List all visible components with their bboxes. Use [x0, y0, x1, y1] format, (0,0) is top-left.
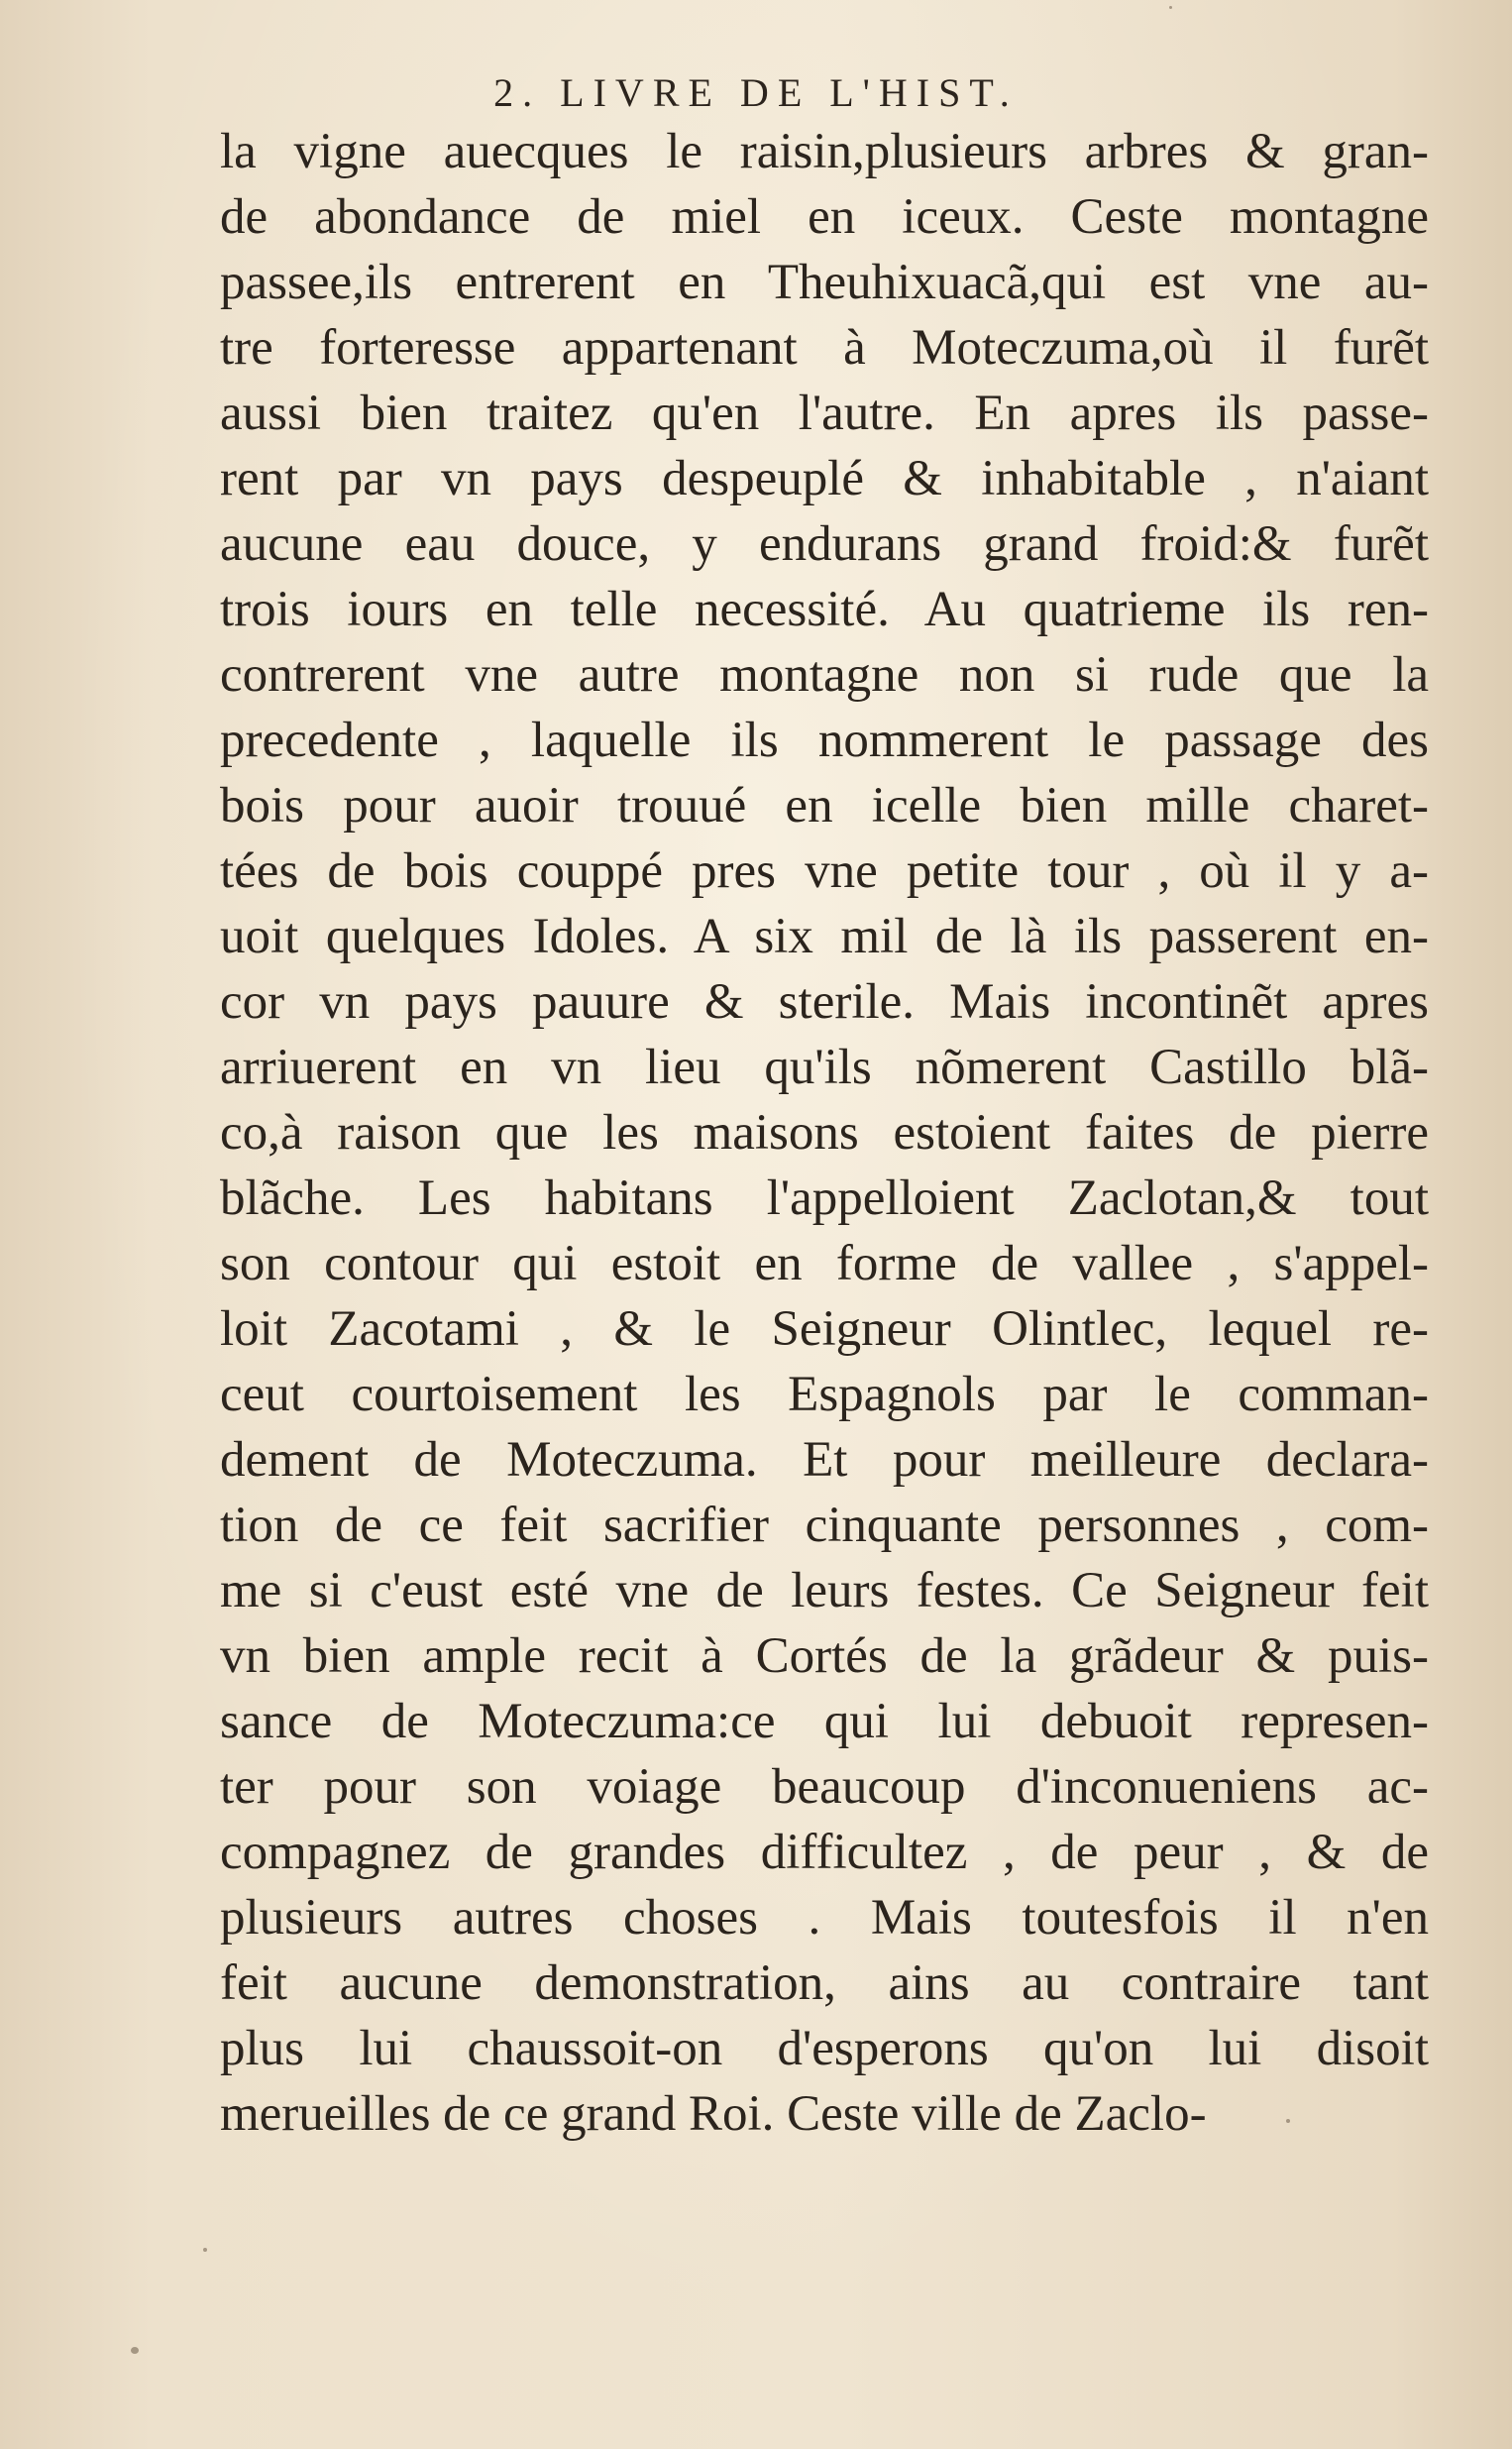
text-line: passee,ils entrerent en Theuhixuacã,qui est vne au-: [220, 255, 1429, 310]
paper-speck: [203, 2248, 207, 2252]
paper-speck: [1169, 6, 1172, 9]
text-line: sance de Moteczuma:ce qui lui debuoit represen-: [220, 1694, 1429, 1749]
text-line: tées de bois couppé pres vne petite tour , où il y a-: [220, 843, 1429, 899]
text-line: trois iours en telle necessité. Au quatrieme ils ren-: [220, 582, 1429, 637]
paper-speck: [1286, 2119, 1290, 2123]
running-head: 2. LIVRE DE L'HIST.: [493, 70, 1019, 115]
text-line: compagnez de grandes difficultez , de peur , & de: [220, 1825, 1429, 1880]
text-line: rent par vn pays despeuplé & inhabitable , n'aiant: [220, 451, 1429, 506]
text-line: merueilles de ce grand Roi. Ceste ville de Zaclo-: [220, 2086, 1207, 2142]
text-line: co,à raison que les maisons estoient faites de pierre: [220, 1105, 1429, 1161]
text-line: vn bien ample recit à Cortés de la grãdeur & puis-: [220, 1628, 1429, 1684]
text-line: ceut courtoisement les Espagnols par le comman-: [220, 1367, 1429, 1422]
text-line: cor vn pays pauure & sterile. Mais incontinẽt apres: [220, 974, 1429, 1030]
text-line: aucune eau douce, y endurans grand froid:& furẽt: [220, 516, 1429, 572]
body-text: [220, 119, 1429, 2147]
text-line: precedente , laquelle ils nommerent le passage des: [220, 713, 1429, 768]
text-line: tion de ce feit sacrifier cinquante personnes , com-: [220, 1498, 1429, 1553]
text-line: bois pour auoir trouué en icelle bien mille charet-: [220, 778, 1429, 834]
text-line: plus lui chaussoit-on d'esperons qu'on lui disoit: [220, 2021, 1429, 2076]
text-line: de abondance de miel en iceux. Ceste montagne: [220, 189, 1429, 245]
text-line: aussi bien traitez qu'en l'autre. En apres ils passe-: [220, 386, 1429, 441]
text-line: blãche. Les habitans l'appelloient Zaclotan,& tout: [220, 1170, 1429, 1226]
text-line: plusieurs autres choses . Mais toutesfois il n'en: [220, 1890, 1429, 1946]
paper-speck: [131, 2347, 139, 2354]
text-line: uoit quelques Idoles. A six mil de là ils passerent en-: [220, 909, 1429, 964]
text-line: ter pour son voiage beaucoup d'inconueniens ac-: [220, 1759, 1429, 1815]
text-line: tre forteresse appartenant à Moteczuma,où il furẽt: [220, 320, 1429, 376]
text-line: dement de Moteczuma. Et pour meilleure declara-: [220, 1432, 1429, 1488]
text-line: la vigne auecques le raisin,plusieurs arbres & gran-: [220, 124, 1429, 179]
text-line: loit Zacotami , & le Seigneur Olintlec, lequel re-: [220, 1301, 1429, 1357]
text-line: feit aucune demonstration, ains au contraire tant: [220, 1955, 1429, 2011]
text-line: arriuerent en vn lieu qu'ils nõmerent Castillo blã-: [220, 1040, 1429, 1095]
text-line: contrerent vne autre montagne non si rude que la: [220, 647, 1429, 703]
text-line: me si c'eust esté vne de leurs festes. Ce Seigneur feit: [220, 1563, 1429, 1618]
text-line: son contour qui estoit en forme de vallee , s'appel-: [220, 1236, 1429, 1291]
